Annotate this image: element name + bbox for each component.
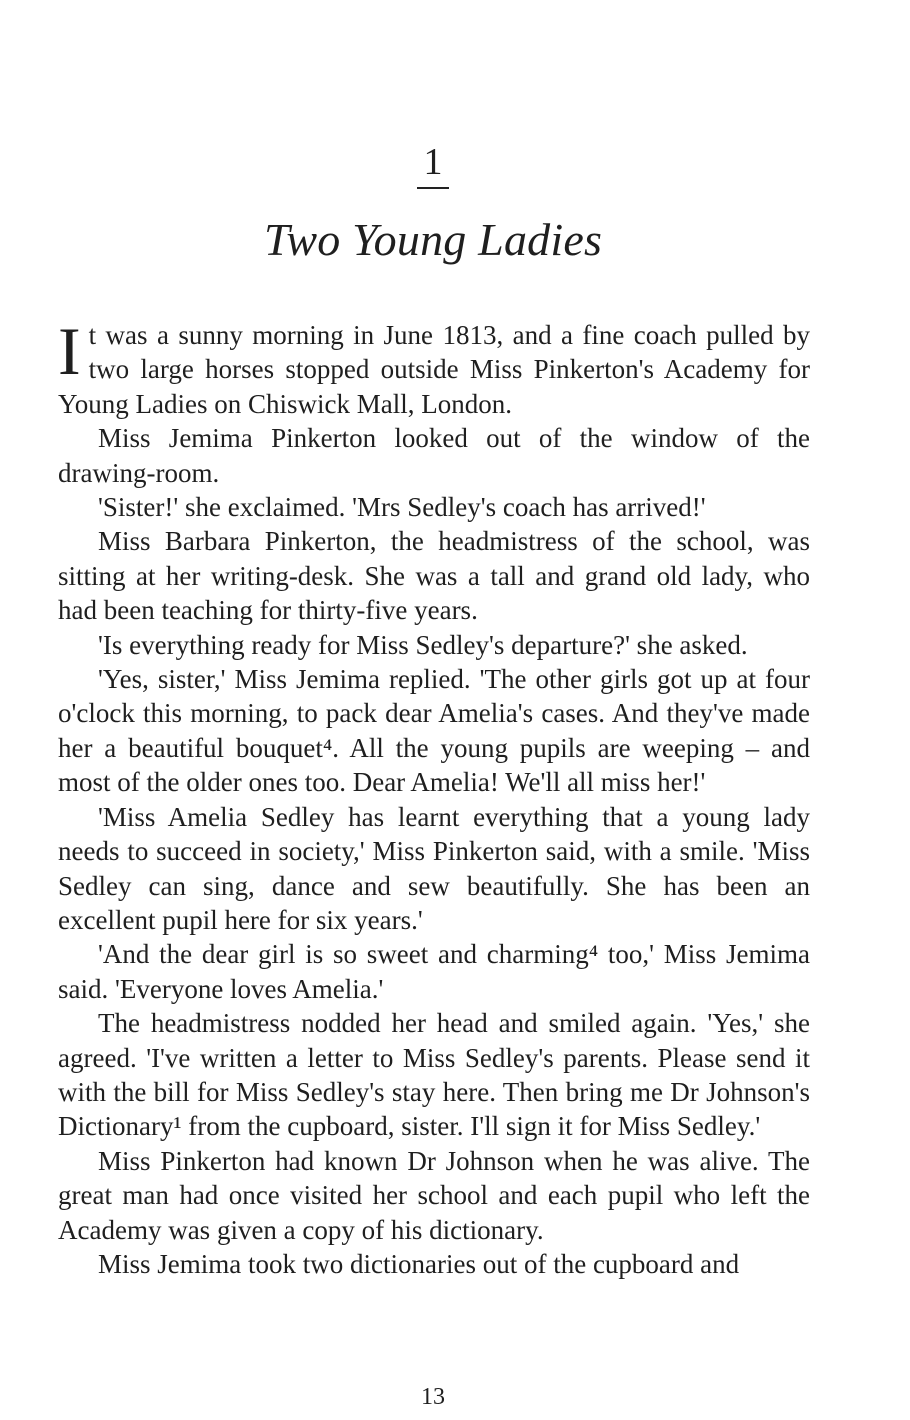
paragraph: 'Miss Amelia Sedley has learnt everything that a young lady needs to succeed in society,' Miss Pinkerton said, with a smile. 'Miss Sedley can sing, dance and sew beautifully. She has been an excellent pupil here for six years.' — [58, 801, 810, 935]
paragraph: Miss Jemima Pinkerton looked out of the window of the drawing-room. — [58, 423, 810, 488]
paragraph: The headmistress nodded her head and smiled again. 'Yes,' she agreed. 'I've written a letter to Miss Sedley's parents. Please send it with the bill for Miss Sedley's stay here. Then bring me Dr Johnson's Dictionary¹ from the cupboard, sister. I'll sign it for Miss Sedley.' — [58, 1008, 810, 1142]
paragraph-text: t was a sunny morning in June 1813, and a fine coach pulled by two large horses stopped outside Miss Pinkerton's Academy for Young Ladies on Chiswick Mall, London. — [58, 320, 810, 419]
paragraph: 'Is everything ready for Miss Sedley's departure?' she asked. — [98, 629, 748, 660]
page-number: 13 — [421, 1384, 445, 1410]
paragraph: Miss Pinkerton had known Dr Johnson when he was alive. The great man had once visited her school and each pupil who left the Academy was given a copy of his dictionary. — [58, 1145, 810, 1245]
drop-cap: I — [58, 313, 81, 389]
chapter-divider — [417, 187, 449, 189]
paragraph: 'And the dear girl is so sweet and charming⁴ too,' Miss Jemima said. 'Everyone loves Amelia.' — [58, 939, 810, 1004]
chapter-body — [58, 313, 810, 1281]
chapter-title: Two Young Ladies — [263, 214, 603, 265]
chapter-number: 1 — [423, 141, 443, 183]
paragraph: Miss Barbara Pinkerton, the headmistress of the school, was sitting at her writing-desk. She was a tall and grand old lady, who had been teaching for thirty-five years. — [58, 526, 810, 626]
paragraph: Miss Jemima took two dictionaries out of the cupboard and — [98, 1248, 740, 1279]
paragraph — [58, 313, 810, 421]
paragraph: 'Yes, sister,' Miss Jemima replied. 'The other girls got up at four o'clock this morning, to pack dear Amelia's cases. And they've made her a beautiful bouquet⁴. All the young pupils are weeping – and most of the older ones too. Dear Amelia! We'll all miss her!' — [58, 664, 810, 798]
paragraph: 'Sister!' she exclaimed. 'Mrs Sedley's coach has arrived!' — [98, 492, 706, 523]
